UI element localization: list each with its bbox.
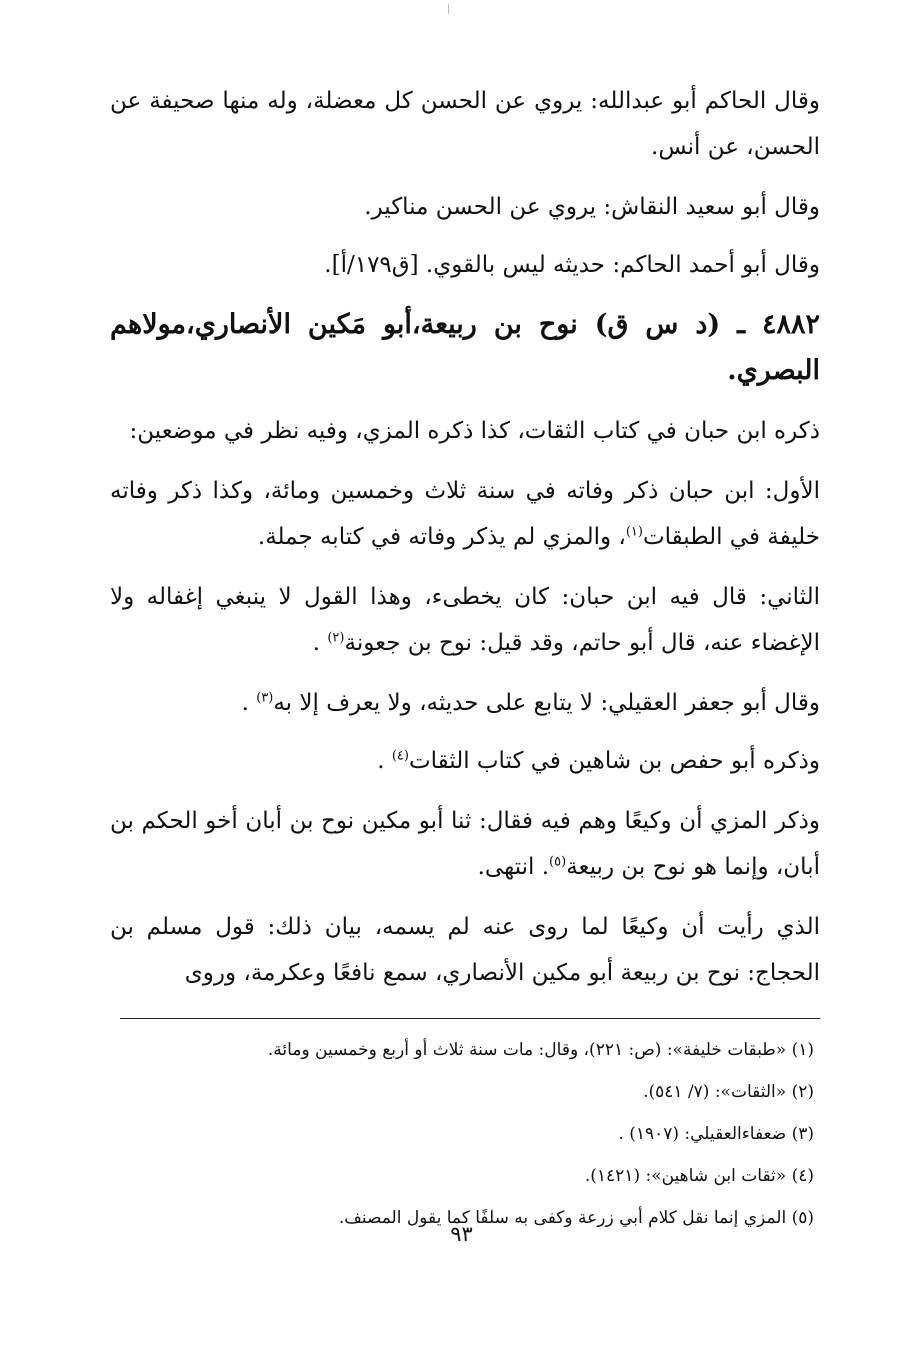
- top-mark: [448, 4, 449, 14]
- footnote-ref-2[interactable]: (٢): [327, 630, 345, 646]
- paragraph-uqayli: [110, 680, 820, 726]
- page-body: [110, 78, 820, 1239]
- footnote-4: (٤) «ثقات ابن شاهين»: (١٤٢١).: [584, 1166, 814, 1186]
- paragraph-second-point-tail: .: [312, 630, 328, 656]
- paragraph-first-point-tail: ، والمزي لم يذكر وفاته في كتابه جملة.: [257, 524, 626, 550]
- paragraph-waki-text: وذكر المزي أن وكيعًا وهم فيه فقال: ثنا أبو مكين نوح بن أبان أخو الحكم بن أبان، وإنما هو نوح بن ربيعة: [110, 808, 820, 880]
- paragraph-waki-tail: . انتهى.: [477, 854, 550, 880]
- paragraph-first-point: [110, 468, 820, 560]
- paragraph-ibn-shahin-tail: .: [377, 748, 392, 774]
- footnote-separator: [120, 1018, 820, 1019]
- paragraph-second-point-text: الثاني: قال فيه ابن حبان: كان يخطىء، وهذا القول لا ينبغي إغفاله ولا الإغضاء عنه، قال أبو حاتم، وقد قيل: نوح بن جعونة: [110, 584, 820, 656]
- paragraph-ibn-hibban: ذكره ابن حبان في كتاب الثقات، كذا ذكره المزي، وفيه نظر في موضعين:: [129, 418, 820, 444]
- footnote-5: (٥) المزي إنما نقل كلام أبي زرعة وكفى به سلفًا كما يقول المصنف.: [338, 1208, 814, 1228]
- footnote-ref-4[interactable]: (٤): [391, 748, 409, 764]
- paragraph-second-point: [110, 574, 820, 666]
- entry-heading: ٤٨٨٢ ـ (د س ق) نوح بن ربيعة،أبو مَكين الأنصاري،مولاهم البصري.: [110, 309, 820, 386]
- footnote-2: (٢) «الثقات»: (٧/ ٥٤١).: [643, 1082, 814, 1102]
- footnote-ref-5[interactable]: (٥): [549, 854, 567, 870]
- footnote-ref-1[interactable]: (١): [625, 524, 643, 540]
- footnote-3: (٣) ضعفاءالعقيلي: (١٩٠٧) .: [618, 1124, 814, 1144]
- footnote-1: (١) «طبقات خليفة»: (ص: ٢٢١)، وقال: مات سنة ثلاث أو أربع وخمسين ومائة.: [267, 1040, 814, 1060]
- paragraph-uqayli-tail: .: [241, 690, 257, 716]
- paragraph-muslim: الذي رأيت أن وكيعًا لما روى عنه لم يسمه، بيان ذلك: قول مسلم بن الحجاج: نوح بن ربيعة أبو مكين الأنصاري، سمع نافعًا وعكرمة، وروى: [110, 914, 820, 986]
- paragraph-ibn-shahin: [110, 738, 820, 784]
- paragraph-hakim-abu-abdullah: وقال الحاكم أبو عبدالله: يروي عن الحسن كل معضلة، وله منها صحيفة عن الحسن، عن أنس.: [110, 88, 820, 160]
- paragraph-first-point-text: الأول: ابن حبان ذكر وفاته في سنة ثلاث وخمسين ومائة، وكذا ذكر وفاته خليفة في الطبقات: [110, 478, 820, 550]
- page-number: ٩٣: [450, 1222, 473, 1246]
- footnote-ref-3[interactable]: (٣): [256, 690, 274, 706]
- paragraph-abu-ahmad-hakim: وقال أبو أحمد الحاكم: حديثه ليس بالقوي. [ق١٧٩/أ].: [324, 252, 820, 278]
- paragraph-waki: [110, 798, 820, 890]
- paragraph-ibn-shahin-text: وذكره أبو حفص بن شاهين في كتاب الثقات: [408, 748, 820, 774]
- paragraph-uqayli-text: وقال أبو جعفر العقيلي: لا يتابع على حديثه، ولا يعرف إلا به: [273, 690, 820, 716]
- paragraph-naqqash: وقال أبو سعيد النقاش: يروي عن الحسن مناكير.: [364, 194, 820, 220]
